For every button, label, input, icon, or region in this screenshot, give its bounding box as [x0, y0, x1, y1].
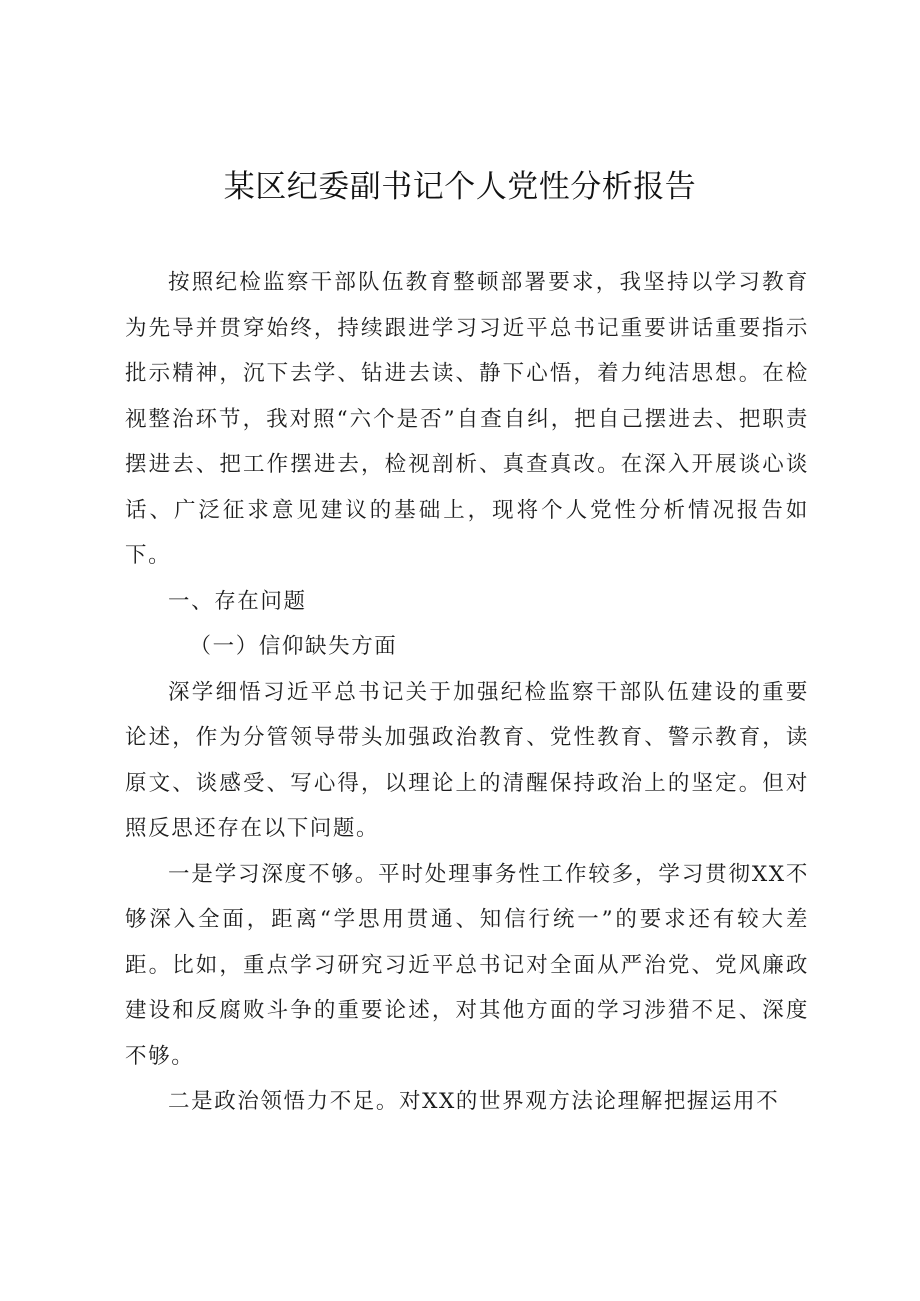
document-body: [125, 260, 809, 1125]
body-paragraph: 二是政治领悟力不足。对XX的世界观方法论理解把握运用不: [168, 1089, 780, 1114]
document-title: 某区纪委副书记个人党性分析报告: [223, 169, 697, 205]
section-heading-problems: 一、存在问题: [168, 588, 307, 614]
subsection-heading-faith: （一）信仰缺失方面: [189, 634, 398, 659]
body-paragraph: 一是学习深度不够。平时处理事务性工作较多，学习贯彻XX不够深入全面，距离“学思用贯通、知信行统一”的要求还有较大差距。比如，重点学习研究习近平总书记对全面从严治党、党风廉政建设和反腐败斗争的重要论述，对其他方面的学习涉猎不足、深度不够。: [125, 861, 809, 1069]
intro-paragraph: 按照纪检监察干部队伍教育整顿部署要求，我坚持以学习教育为先导并贯穿始终，持续跟进学习习近平总书记重要讲话重要指示批示精神，沉下去学、钻进去读、静下心悟，着力纯洁思想。在检视整治环节，我对照“六个是否”自查自纠，把自己摆进去、把职责摆进去、把工作摆进去，检视剖析、真查真改。在深入开展谈心谈话、广泛征求意见建议的基础上，现将个人党性分析情况报告如下。: [125, 270, 809, 568]
body-paragraph: 深学细悟习近平总书记关于加强纪检监察干部队伍建设的重要论述，作为分管领导带头加强政治教育、党性教育、警示教育，读原文、谈感受、写心得，以理论上的清醒保持政治上的坚定。但对照反思还存在以下问题。: [125, 679, 809, 841]
